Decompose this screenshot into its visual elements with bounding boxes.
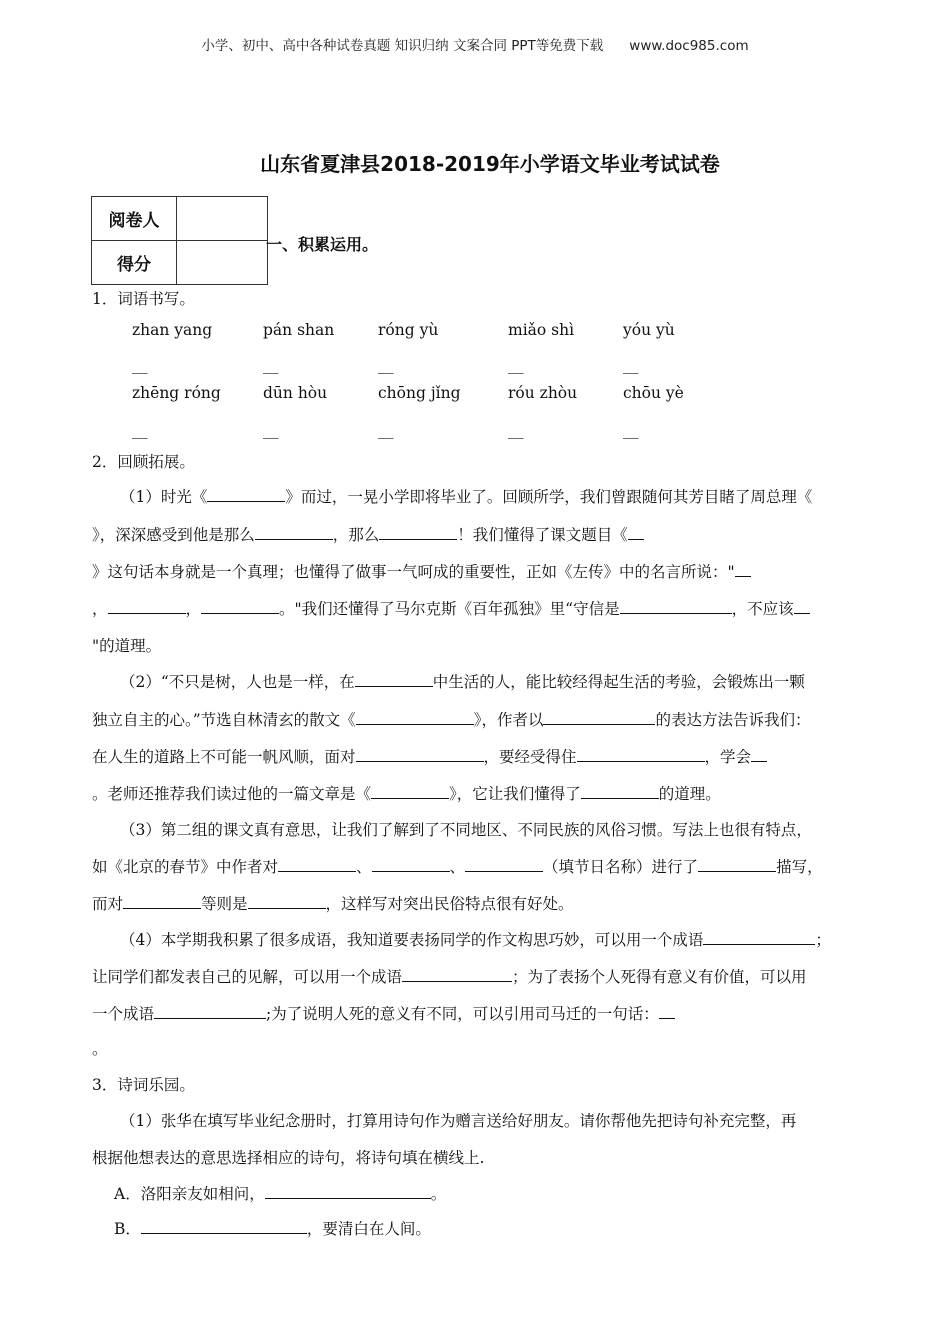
score-table <box>91 196 268 285</box>
blank-7[interactable]: __ <box>263 421 279 439</box>
score-label: 得分 <box>92 241 177 285</box>
header-text: 小学、初中、高中各种试卷真题 知识归纳 文案合同 PPT等免费下载 <box>201 38 604 54</box>
q3-option-b: B． ，要清白在人间。 <box>114 1217 431 1239</box>
score-cell <box>177 241 268 285</box>
page-header <box>0 34 950 54</box>
answer-blank[interactable] <box>628 523 644 540</box>
header-site: www.doc985.com <box>629 38 749 54</box>
answer-blank[interactable] <box>735 560 751 577</box>
q2-p1-line4: ， ， 。"我们还懂得了马尔克斯《百年孤独》里“守信是 ，不应该 <box>92 597 810 619</box>
answer-blank[interactable] <box>207 485 285 502</box>
answer-blank[interactable] <box>371 782 449 799</box>
q2-p1-line1: （1）时光《 》而过，一晃小学即将毕业了。回顾所学，我们曾跟随何其芳目睹了周总理《 <box>120 485 812 507</box>
answer-blank[interactable] <box>248 892 326 909</box>
answer-blank[interactable] <box>108 597 186 614</box>
blank-5[interactable]: __ <box>623 356 639 374</box>
section-heading: 一、积累运用。 <box>266 235 379 254</box>
q2-p4-line4: 。 <box>92 1040 108 1058</box>
pinyin-5: yóu yù <box>623 321 675 339</box>
blank-3[interactable]: __ <box>378 356 394 374</box>
q2-p2-line4: 。老师还推荐我们读过他的一篇文章是《 》，它让我们懂得了 的道理。 <box>92 782 721 804</box>
pinyin-6: zhēng róng <box>132 384 221 402</box>
answer-blank[interactable] <box>356 745 484 762</box>
q2-p1-line5: "的道理。 <box>92 637 162 655</box>
answer-blank[interactable] <box>703 928 815 945</box>
answer-blank[interactable] <box>372 855 450 872</box>
answer-blank[interactable] <box>154 1002 266 1019</box>
q2-p3-line1: （3）第二组的课文真有意思，让我们了解到了不同地区、不同民族的风俗习惯。写法上也很有特点， <box>120 821 812 839</box>
page-title: 山东省夏津县2018-2019年小学语文毕业考试试卷 <box>260 152 720 176</box>
blank-10[interactable]: __ <box>623 421 639 439</box>
q2-p1-line2: 》，深深感受到他是那么 ，那么 ！我们懂得了课文题目《 <box>92 523 644 545</box>
blank-2[interactable]: __ <box>263 356 279 374</box>
q2-p2-line3: 在人生的道路上不可能一帆风顺，面对 ，要经受得住 ，学会 <box>92 745 767 767</box>
q3-label: 3．诗词乐园。 <box>92 1076 195 1094</box>
answer-blank[interactable] <box>355 670 433 687</box>
answer-blank[interactable] <box>794 597 810 614</box>
q2-p2-line2: 独立自主的心。”节选自林清玄的散文《 》，作者以 的表达方法告诉我们： <box>92 708 810 730</box>
pinyin-10: chōu yè <box>623 384 684 402</box>
answer-blank[interactable] <box>402 965 512 982</box>
answer-blank[interactable] <box>278 855 356 872</box>
pinyin-1: zhan yang <box>132 321 213 339</box>
answer-blank[interactable] <box>356 708 474 725</box>
q3-p1-line2: 根据他想表达的意思选择相应的诗句，将诗句填在横线上. <box>92 1149 485 1167</box>
pinyin-8: chōng jǐng <box>378 384 461 402</box>
blank-4[interactable]: __ <box>508 356 524 374</box>
answer-blank[interactable] <box>620 597 732 614</box>
pinyin-2: pán shan <box>263 321 335 339</box>
q2-p4-line3: 一个成语 ;为了说明人死的意义有不同，可以引用司马迁的一句话： <box>92 1002 675 1024</box>
q1-label: 1．词语书写。 <box>92 290 195 308</box>
answer-blank[interactable] <box>581 782 659 799</box>
q2-p2-line1: （2）“不只是树，人也是一样，在 中生活的人，能比较经得起生活的考验，会锻炼出一颗 <box>120 670 805 692</box>
answer-blank[interactable] <box>201 597 279 614</box>
q3-p1-line1: （1）张华在填写毕业纪念册时，打算用诗句作为赠言送给好朋友。请你帮他先把诗句补充完整，再 <box>120 1112 797 1130</box>
pinyin-9: róu zhòu <box>508 384 578 402</box>
reviewer-cell <box>177 197 268 241</box>
answer-blank[interactable] <box>698 855 776 872</box>
answer-blank[interactable] <box>577 745 705 762</box>
pinyin-3: róng yù <box>378 321 439 339</box>
blank-1[interactable]: __ <box>132 356 148 374</box>
answer-blank[interactable] <box>659 1002 675 1019</box>
answer-blank[interactable] <box>465 855 543 872</box>
q2-p4-line2: 让同学们都发表自己的见解，可以用一个成语 ；为了表扬个人死得有意义有价值，可以用 <box>92 965 807 987</box>
reviewer-label: 阅卷人 <box>92 197 177 241</box>
q2-p4-line1: （4）本学期我积累了很多成语，我知道要表扬同学的作文构思巧妙，可以用一个成语 ； <box>120 928 831 950</box>
answer-blank[interactable] <box>543 708 655 725</box>
blank-9[interactable]: __ <box>508 421 524 439</box>
answer-blank[interactable] <box>751 745 767 762</box>
blank-8[interactable]: __ <box>378 421 394 439</box>
answer-blank[interactable] <box>141 1217 307 1234</box>
answer-blank[interactable] <box>265 1182 431 1199</box>
pinyin-4: miǎo shì <box>508 321 575 339</box>
q2-p3-line3: 而对 等则是 ，这样写对突出民俗特点很有好处。 <box>92 892 574 914</box>
q3-option-a: A．洛阳亲友如相问， 。 <box>114 1182 446 1204</box>
blank-6[interactable]: __ <box>132 421 148 439</box>
answer-blank[interactable] <box>255 523 333 540</box>
q2-label: 2．回顾拓展。 <box>92 453 195 471</box>
answer-blank[interactable] <box>379 523 457 540</box>
pinyin-7: dūn hòu <box>263 384 328 402</box>
q2-p3-line2: 如《北京的春节》中作者对 、 、 （填节日名称）进行了 描写， <box>92 855 823 877</box>
answer-blank[interactable] <box>123 892 201 909</box>
q2-p1-line3: 》这句话本身就是一个真理；也懂得了做事一气呵成的重要性，正如《左传》中的名言所说：" <box>92 560 751 582</box>
